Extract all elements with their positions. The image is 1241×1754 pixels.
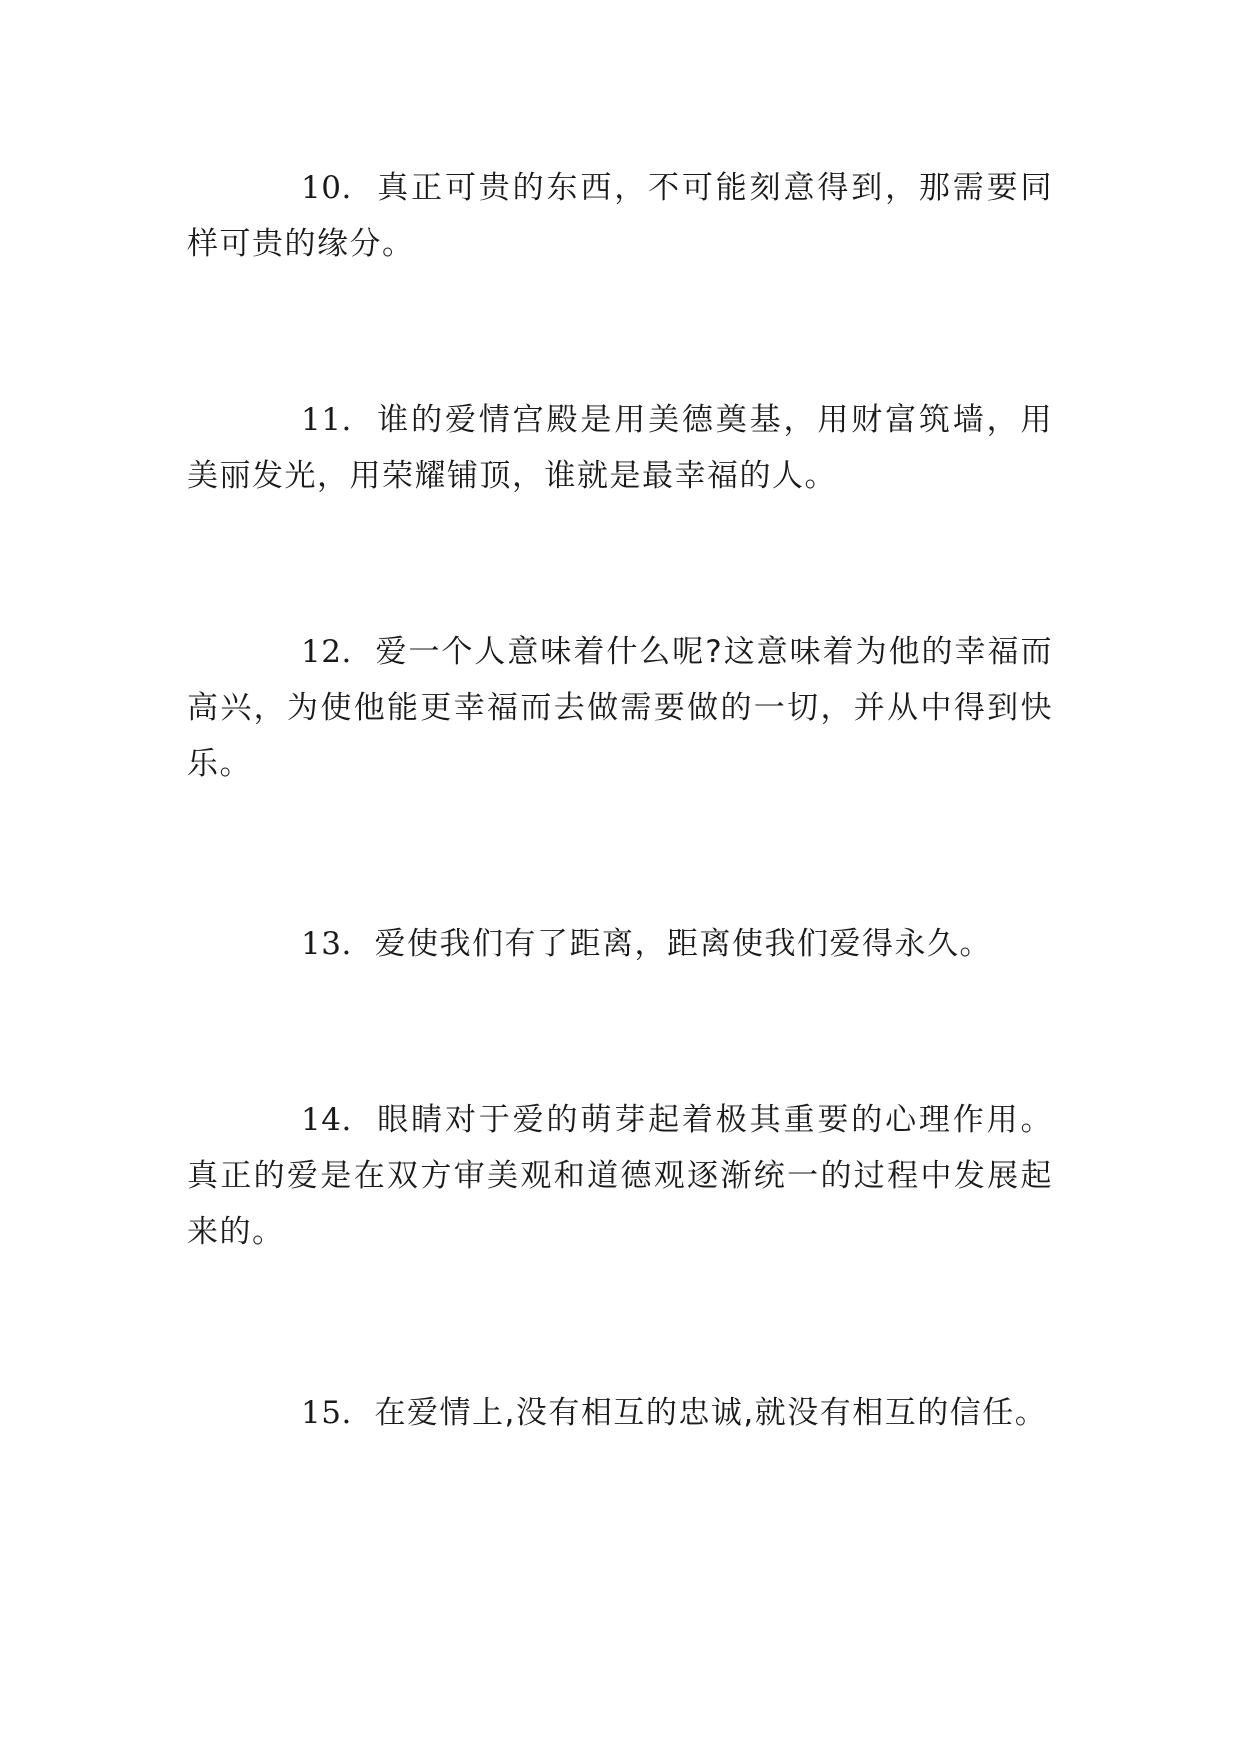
quote-paragraph-13 (187, 916, 1053, 972)
quote-paragraph-11 (187, 392, 1053, 504)
quote-text: 谁的爱情宫殿是用美德奠基，用财富筑墙，用美丽发光，用荣耀铺顶，谁就是最幸福的人。 (187, 402, 1053, 494)
quote-paragraph-12 (187, 624, 1053, 792)
quote-text: 真正可贵的东西，不可能刻意得到，那需要同样可贵的缘分。 (187, 170, 1053, 262)
quote-text: 在爱情上,没有相互的忠诚,就没有相互的信任。 (374, 1395, 1048, 1431)
quote-text: 爱使我们有了距离，距离使我们爱得永久。 (374, 926, 993, 962)
quote-paragraph-10 (187, 160, 1053, 272)
quote-number: 13. (301, 926, 352, 962)
quote-text: 爱一个人意味着什么呢?这意味着为他的幸福而高兴，为使他能更幸福而去做需要做的一切，并从中得到快乐。 (187, 634, 1053, 782)
quote-text: 眼睛对于爱的萌芽起着极其重要的心理作用。真正的爱是在双方审美观和道德观逐渐统一的过程中发展起来的。 (187, 1102, 1053, 1250)
quote-number: 10. (301, 170, 352, 206)
quote-number: 11. (301, 402, 352, 438)
quote-paragraph-14 (187, 1092, 1053, 1260)
quote-number: 12. (301, 634, 352, 670)
quote-paragraph-15 (187, 1385, 1053, 1441)
quote-number: 15. (301, 1395, 352, 1431)
quote-number: 14. (301, 1102, 352, 1138)
